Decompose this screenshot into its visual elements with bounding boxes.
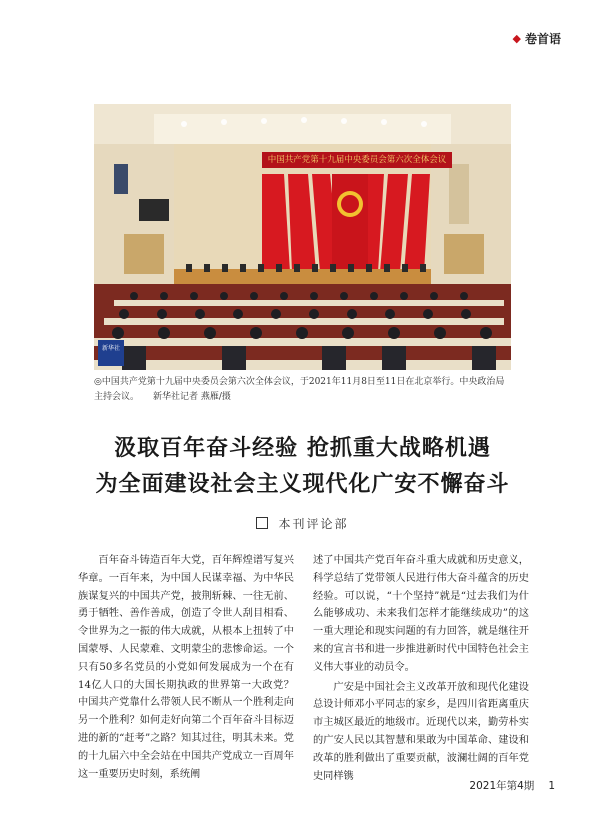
watermark: 新华社: [101, 345, 120, 352]
page-footer: [469, 778, 555, 793]
caption-text: ◎中国共产党第十九届中央委员会第六次全体会议，于2021年11月8日至11日在北京举行。中央政治局主持会议。: [94, 377, 505, 402]
article-headline: [0, 430, 605, 502]
headline-line-1: 汲取百年奋斗经验 抢抓重大战略机遇: [114, 435, 491, 461]
body-column-left: [78, 552, 294, 783]
plenary-session-photo: [94, 104, 511, 370]
body-column-right: [313, 552, 529, 785]
body-paragraph: 广安是中国社会主义改革开放和现代化建设总设计师邓小平同志的家乡，是四川省距离重庆市主城区最近的地级市。近现代以来，勤劳朴实的广安人民以其智慧和果敢为中国革命、建设和改革的胜利做出了重要贡献，波澜壮阔的百年党史同样镌: [313, 681, 529, 782]
byline: [0, 515, 605, 532]
byline-text: 本刊评论部: [278, 517, 349, 531]
red-diamond-icon: ◆: [512, 32, 521, 45]
photo-credit: 新华社记者 燕雁/摄: [153, 392, 231, 402]
section-tag-label: 卷首语: [524, 32, 561, 46]
photo-caption: [94, 375, 511, 405]
body-paragraph: 百年奋斗铸造百年大党，百年辉煌谱写复兴华章。一百年来，为中国人民谋幸福、为中华民族谋复兴的中国共产党，披荆斩棘、一往无前、勇于牺牲、善作善成，创造了令世人刮目相看、令世界为之一振的伟大成就，从根本上扭转了中国蒙辱、人民蒙难、文明蒙尘的悲惨命运。一个只有50多名党员的小党如何发展成为一个在有14亿人口的大国长期执政的世界第一大政党？中国共产党靠什么带领人民不断从一个胜利走向另一个胜利？如何走好向第二个百年奋斗目标迈进的新的“赶考”之路？知其过往，明其未来。党的十九届六中全会站在中国共产党成立一百周年这一重要历史时刻，系统阐: [78, 555, 294, 780]
headline-line-2: 为全面建设社会主义现代化广安不懈奋斗: [95, 471, 510, 497]
square-icon: [256, 517, 268, 529]
issue-number: 2021年第4期: [469, 780, 535, 792]
page-number: 1: [548, 780, 555, 792]
body-paragraph-continued: 述了中国共产党百年奋斗重大成就和历史意义，科学总结了党带领人民进行伟大奋斗蕴含的历史经验。可以说，“十个坚持”就是“过去我们为什么能够成功、未来我们怎样才能继续成功”的这一重大理论和现实问题的有力回答，就是继往开来的宣言书和进一步推进新时代中国特色社会主义伟大事业的动员令。: [313, 555, 529, 673]
section-tag: [513, 30, 561, 47]
banner-text: 中国共产党第十九届中央委员会第六次全体会议: [267, 155, 447, 165]
